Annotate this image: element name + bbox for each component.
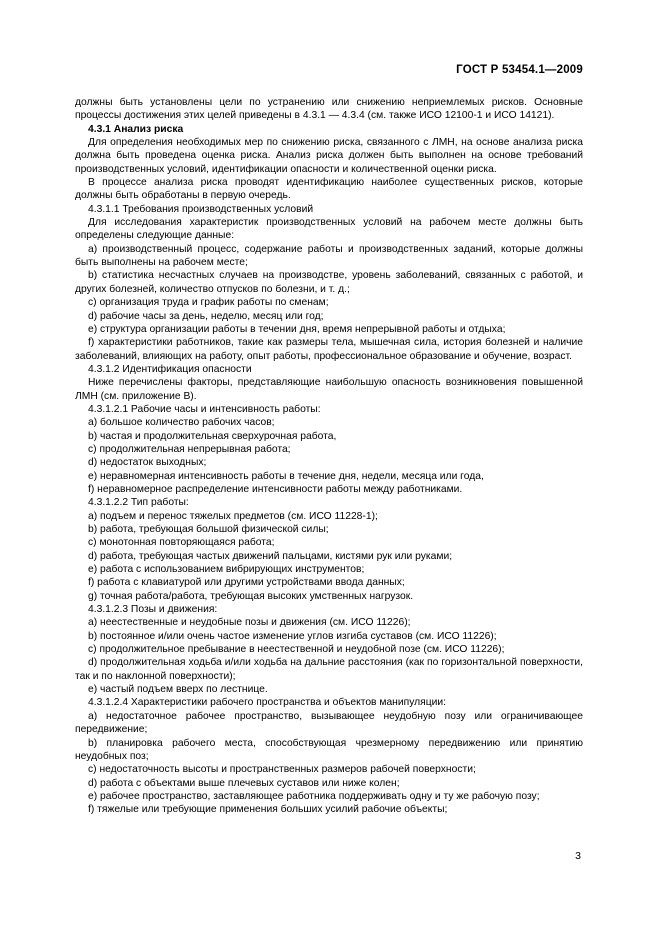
- paragraph: a) большое количество рабочих часов;: [88, 417, 275, 429]
- paragraph: 4.3.1.2.4 Характеристики рабочего пространства и объектов манипуляции:: [88, 697, 446, 709]
- paragraph: e) работа с использованием вибрирующих инструментов;: [88, 564, 365, 576]
- paragraph: e) рабочее пространство, заставляющее работника поддерживать одну и ту же рабочую позу;: [88, 790, 540, 802]
- page-number: 3: [575, 850, 581, 862]
- paragraph: 4.3.1.2.1 Рабочие часы и интенсивность работы:: [88, 403, 321, 415]
- paragraph: g) точная работа/работа, требующая высоких умственных нагрузок.: [88, 590, 414, 602]
- paragraph: 4.3.1.2 Идентификация опасности: [88, 363, 252, 375]
- paragraph: e) частый подъем вверх по лестнице.: [88, 684, 268, 696]
- paragraph: c) недостаточность высоты и пространственных размеров рабочей поверхности;: [88, 764, 476, 776]
- paragraph: f) характеристики работников, такие как размеры тела, мышечная сила, история болезней и наличие заболеваний, влияющих на работу, опыт работы, профессиональное образование и обучение, возраст.: [75, 337, 583, 362]
- paragraph: d) работа с объектами выше плечевых суставов или ниже колен;: [88, 777, 400, 789]
- paragraph: 4.3.1.1 Требования производственных условий: [88, 203, 314, 215]
- paragraph: b) постоянное и/или очень частое изменение углов изгиба суставов (см. ИСО 11226);: [88, 630, 497, 642]
- paragraph: b) частая и продолжительная сверхурочная работа,: [88, 430, 337, 442]
- document-body: [75, 96, 583, 817]
- paragraph: a) производственный процесс, содержание работы и производственных заданий, которые должны быть выполнены на рабочем месте;: [75, 243, 583, 269]
- paragraph: e) неравномерная интенсивность работы в течение дня, недели, месяца или года,: [88, 470, 484, 482]
- paragraph: В процессе анализа риска проводят идентификацию наиболее существенных рисков, которые должны быть обработаны в первую очередь.: [75, 177, 583, 202]
- paragraph: d) недостаток выходных;: [88, 457, 207, 469]
- paragraph: e) структура организации работы в течении дня, время непрерывной работы и отдыха;: [88, 323, 506, 335]
- paragraph: d) рабочие часы за день, неделю, месяц или год;: [88, 310, 324, 322]
- paragraph: a) недостаточное рабочее пространство, вызывающее неудобную позу или ограничивающее передвижение;: [75, 710, 583, 736]
- paragraph: c) монотонная повторяющаяся работа;: [88, 537, 275, 549]
- paragraph: a) подъем и перенос тяжелых предметов (см. ИСО 11228-1);: [88, 510, 378, 522]
- paragraph: f) неравномерное распределение интенсивности работы между работниками.: [88, 483, 463, 495]
- paragraph: b) работа, требующая большой физической силы;: [88, 524, 329, 535]
- document-number-header: ГОСТ Р 53454.1—2009: [456, 64, 583, 76]
- paragraph: 4.3.1.2.3 Позы и движения:: [88, 604, 218, 616]
- paragraph: c) организация труда и график работы по сменам;: [88, 297, 329, 309]
- paragraph: Для исследования характеристик производственных условий на рабочем месте должны быть определены следующие данные:: [75, 217, 583, 242]
- paragraph: c) продолжительная непрерывная работа;: [88, 443, 291, 455]
- paragraph: f) работа с клавиатурой или другими устройствами ввода данных;: [88, 577, 405, 589]
- paragraph: b) планировка рабочего места, способствующая чрезмерному передвижению или принятию неудобных поз;: [75, 737, 583, 762]
- paragraph: a) неестественные и неудобные позы и движения (см. ИСО 11226);: [88, 617, 411, 629]
- paragraph: c) продолжительное пребывание в неестественной и неудобной позе (см. ИСО 11226);: [88, 644, 505, 656]
- paragraph: b) статистика несчастных случаев на производстве, уровень заболеваний, связанных с работой, и других болезней, количество отпусков по болезни, и т. д.;: [75, 270, 583, 295]
- paragraph: Для определения необходимых мер по снижению риска, связанного с ЛМН, на основе анализа риска должна быть проведена оценка риска. Анализ риска должен быть выполнен на основе требований производственных условий, идентификации опасности и количественной оценки риска.: [75, 137, 583, 175]
- section-heading: 4.3.1 Анализ риска: [88, 123, 184, 135]
- paragraph: f) тяжелые или требующие применения больших усилий рабочие объекты;: [88, 804, 448, 816]
- paragraph: должны быть установлены цели по устранению или снижению неприемлемых рисков. Основные процессы достижения этих целей приведены в 4.3.1 — 4.3.4 (см. также ИСО 12100-1 и ИСО 14121).: [75, 97, 583, 122]
- paragraph: Ниже перечислены факторы, представляющие наибольшую опасность возникновения повышенной ЛМН (см. приложение В).: [75, 377, 583, 402]
- paragraph: 4.3.1.2.2 Тип работы:: [88, 497, 189, 509]
- paragraph: d) работа, требующая частых движений пальцами, кистями рук или руками;: [88, 550, 453, 562]
- paragraph: d) продолжительная ходьба и/или ходьба на дальние расстояния (как по горизонтальной поверхности, так и по наклонной поверхности);: [75, 657, 583, 682]
